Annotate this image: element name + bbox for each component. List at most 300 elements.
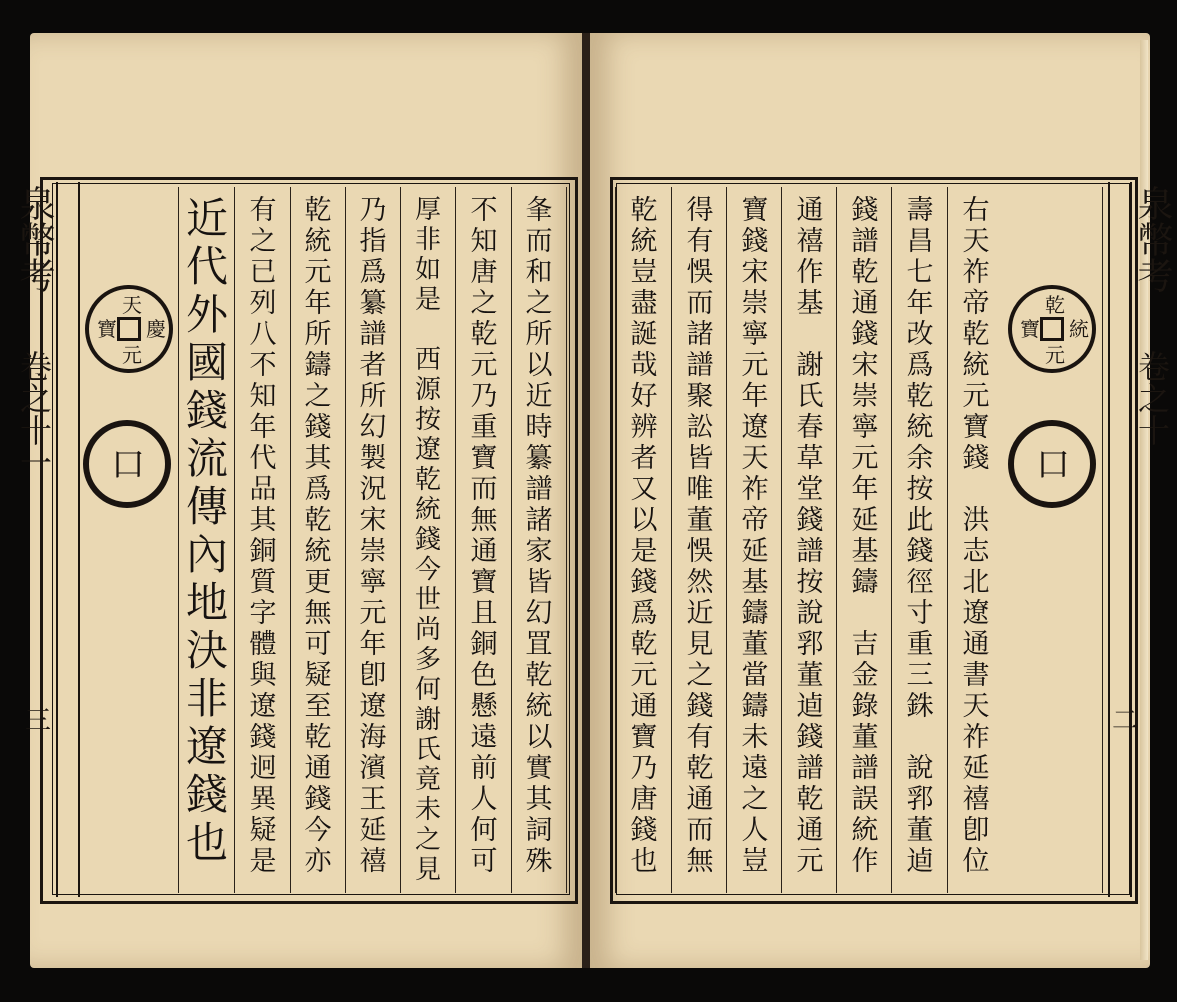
glyph: 禧 xyxy=(962,784,990,815)
left-text-column xyxy=(239,195,287,895)
right-text-column xyxy=(896,195,944,895)
glyph: 寶 xyxy=(470,443,498,474)
glyph: 統 xyxy=(304,226,332,257)
glyph: 盡 xyxy=(630,288,658,319)
glyph: 鑄 xyxy=(851,567,879,598)
glyph: 有 xyxy=(686,226,714,257)
glyph: 乾 xyxy=(630,195,658,226)
glyph: 遼 xyxy=(249,691,277,722)
glyph: 代 xyxy=(249,443,277,474)
glyph: 錢 xyxy=(185,770,228,819)
glyph: 異 xyxy=(249,784,277,815)
coin-square-hole xyxy=(117,317,141,341)
glyph: 乾 xyxy=(525,660,553,691)
glyph: 說 xyxy=(906,753,934,784)
right-margin-volume: 卷之十 xyxy=(1133,350,1171,446)
left-column-rule xyxy=(234,187,235,893)
glyph: 西 xyxy=(414,345,441,375)
right-column-rule xyxy=(947,187,948,893)
glyph: 卽 xyxy=(962,815,990,846)
right-column-rule xyxy=(615,187,616,893)
right-text-column xyxy=(676,195,724,895)
glyph: 北 xyxy=(962,567,990,598)
glyph: 製 xyxy=(359,443,387,474)
glyph: 世 xyxy=(414,585,441,615)
glyph: 乾 xyxy=(304,195,332,226)
glyph: 字 xyxy=(249,598,277,629)
glyph: 延 xyxy=(851,505,879,536)
glyph: 乾 xyxy=(630,629,658,660)
right-text-column xyxy=(620,195,668,895)
glyph: 源 xyxy=(414,375,441,405)
glyph: 人 xyxy=(470,784,498,815)
glyph: 統 xyxy=(851,815,879,846)
glyph: 內 xyxy=(185,530,228,579)
glyph: 家 xyxy=(525,536,553,567)
glyph: 氏 xyxy=(414,735,441,765)
right-column-rule xyxy=(671,187,672,893)
glyph: 唯 xyxy=(686,474,714,505)
right-margin-strip xyxy=(1108,182,1132,897)
glyph: 錢 xyxy=(906,536,934,567)
glyph: 乾 xyxy=(304,722,332,753)
glyph: 宋 xyxy=(851,350,879,381)
coin-char-top: 天 xyxy=(122,293,142,317)
glyph: 金 xyxy=(851,660,879,691)
glyph: 尚 xyxy=(414,615,441,645)
glyph: 豈 xyxy=(741,846,769,877)
glyph: 非 xyxy=(414,225,441,255)
glyph: 昌 xyxy=(906,226,934,257)
glyph: 基 xyxy=(796,288,824,319)
glyph: 之 xyxy=(414,825,441,855)
glyph: 統 xyxy=(304,536,332,567)
glyph: 代 xyxy=(185,242,228,291)
glyph: 統 xyxy=(630,226,658,257)
glyph: 崇 xyxy=(741,288,769,319)
glyph: 地 xyxy=(185,578,228,627)
glyph: 辨 xyxy=(630,412,658,443)
left-column-rule xyxy=(290,187,291,893)
glyph: 何 xyxy=(470,815,498,846)
glyph: 纂 xyxy=(359,288,387,319)
glyph: 三 xyxy=(906,660,934,691)
glyph: 濱 xyxy=(359,753,387,784)
left-margin-strip xyxy=(56,182,80,897)
glyph: 元 xyxy=(796,846,824,877)
glyph: 遼 xyxy=(359,691,387,722)
glyph: 也 xyxy=(185,818,228,867)
glyph: 與 xyxy=(249,660,277,691)
glyph: 遼 xyxy=(414,435,441,465)
glyph: 此 xyxy=(906,505,934,536)
glyph: 已 xyxy=(249,257,277,288)
glyph: 乾 xyxy=(304,505,332,536)
glyph: 錢 xyxy=(414,525,441,555)
right-text-column xyxy=(786,195,834,895)
glyph: 年 xyxy=(249,412,277,443)
right-text-column xyxy=(731,195,779,895)
glyph: 寸 xyxy=(906,598,934,629)
glyph: 唐 xyxy=(470,257,498,288)
glyph: 統 xyxy=(962,350,990,381)
glyph: 之 xyxy=(686,660,714,691)
glyph: 且 xyxy=(470,598,498,629)
glyph: 崇 xyxy=(851,381,879,412)
glyph: 元 xyxy=(359,598,387,629)
glyph: 不 xyxy=(249,350,277,381)
glyph: 懸 xyxy=(470,691,498,722)
glyph: 通 xyxy=(851,288,879,319)
left-column-rule xyxy=(400,187,401,893)
glyph: 未 xyxy=(741,722,769,753)
glyph: 殊 xyxy=(525,846,553,877)
glyph: 和 xyxy=(525,257,553,288)
glyph: 統 xyxy=(414,495,441,525)
glyph: 延 xyxy=(741,536,769,567)
glyph: 銖 xyxy=(906,691,934,722)
glyph: 知 xyxy=(249,381,277,412)
glyph: 錢 xyxy=(249,722,277,753)
glyph: 錄 xyxy=(851,691,879,722)
glyph: 通 xyxy=(796,195,824,226)
glyph: 草 xyxy=(796,443,824,474)
glyph: 董 xyxy=(906,815,934,846)
glyph: 祚 xyxy=(962,722,990,753)
glyph: 徑 xyxy=(906,567,934,598)
glyph: 譜 xyxy=(851,753,879,784)
glyph: 無 xyxy=(304,598,332,629)
glyph: 見 xyxy=(686,629,714,660)
glyph: 錢 xyxy=(796,505,824,536)
glyph: 近 xyxy=(525,381,553,412)
glyph: 然 xyxy=(686,567,714,598)
glyph: 悞 xyxy=(686,257,714,288)
glyph: 宋 xyxy=(741,257,769,288)
glyph: 之 xyxy=(470,288,498,319)
glyph: 爲 xyxy=(359,257,387,288)
glyph: 元 xyxy=(851,443,879,474)
left-column-rule xyxy=(511,187,512,893)
glyph: 重 xyxy=(470,412,498,443)
glyph: 錢 xyxy=(304,412,332,443)
glyph: 無 xyxy=(686,846,714,877)
glyph: 通 xyxy=(686,784,714,815)
glyph: 氏 xyxy=(796,381,824,412)
glyph: 又 xyxy=(630,474,658,505)
glyph: 天 xyxy=(962,226,990,257)
glyph: 寶 xyxy=(741,195,769,226)
glyph: 錢 xyxy=(796,722,824,753)
glyph: 見 xyxy=(414,855,441,885)
glyph: 諸 xyxy=(525,505,553,536)
glyph: 春 xyxy=(796,412,824,443)
glyph: 乾 xyxy=(851,257,879,288)
glyph: 乾 xyxy=(414,465,441,495)
glyph: 所 xyxy=(525,319,553,350)
glyph: 竟 xyxy=(414,765,441,795)
glyph: 郛 xyxy=(906,784,934,815)
left-column-rule xyxy=(345,187,346,893)
glyph: 諸 xyxy=(686,319,714,350)
glyph: 元 xyxy=(741,350,769,381)
glyph: 色 xyxy=(470,660,498,691)
left-text-column xyxy=(404,195,452,895)
glyph: 年 xyxy=(851,474,879,505)
right-text-column xyxy=(952,195,1000,895)
book-gutter xyxy=(582,33,590,968)
glyph: 無 xyxy=(470,505,498,536)
left-folio: 三 xyxy=(25,706,52,736)
glyph: 寧 xyxy=(359,567,387,598)
glyph: 堂 xyxy=(796,474,824,505)
glyph: 可 xyxy=(470,846,498,877)
glyph: 爲 xyxy=(906,350,934,381)
left-column-rule xyxy=(455,187,456,893)
glyph: 譜 xyxy=(851,226,879,257)
glyph: 也 xyxy=(630,846,658,877)
glyph: 何 xyxy=(414,675,441,705)
glyph: 誤 xyxy=(851,784,879,815)
glyph: 當 xyxy=(741,660,769,691)
glyph: 前 xyxy=(470,753,498,784)
glyph: 所 xyxy=(359,381,387,412)
glyph: 通 xyxy=(470,536,498,567)
glyph: 董 xyxy=(796,660,824,691)
glyph: 統 xyxy=(906,412,934,443)
glyph: 近 xyxy=(185,194,228,243)
glyph: 實 xyxy=(525,753,553,784)
glyph: 元 xyxy=(470,350,498,381)
glyph: 皆 xyxy=(525,567,553,598)
left-text-column xyxy=(349,195,397,895)
glyph: 董 xyxy=(686,505,714,536)
glyph: 疑 xyxy=(249,815,277,846)
glyph: 列 xyxy=(249,288,277,319)
glyph: 得 xyxy=(686,195,714,226)
right-margin-title: 泉幣考 xyxy=(1132,185,1173,293)
coin-tianqing-obverse xyxy=(85,285,173,373)
glyph: 乃 xyxy=(470,381,498,412)
glyph: 錢 xyxy=(851,195,879,226)
glyph: 之 xyxy=(741,784,769,815)
glyph: 至 xyxy=(304,691,332,722)
glyph: 遼 xyxy=(185,722,228,771)
left-text-column xyxy=(294,195,342,895)
glyph: 錢 xyxy=(304,784,332,815)
glyph: 遼 xyxy=(741,412,769,443)
glyph: 逌 xyxy=(906,846,934,877)
glyph: 多 xyxy=(414,645,441,675)
glyph: 鑄 xyxy=(304,350,332,381)
glyph: 宋 xyxy=(359,505,387,536)
glyph: 哉 xyxy=(630,350,658,381)
glyph: 說 xyxy=(796,598,824,629)
coin-qiantong-reverse xyxy=(1008,420,1096,508)
glyph: 重 xyxy=(906,629,934,660)
glyph: 以 xyxy=(525,350,553,381)
right-column-rule xyxy=(836,187,837,893)
glyph: 基 xyxy=(851,536,879,567)
glyph: 是 xyxy=(630,536,658,567)
glyph: 況 xyxy=(359,474,387,505)
glyph: 鑄 xyxy=(741,691,769,722)
glyph: 崇 xyxy=(359,536,387,567)
glyph: 其 xyxy=(249,505,277,536)
glyph: 遠 xyxy=(470,722,498,753)
glyph: 元 xyxy=(304,257,332,288)
glyph: 年 xyxy=(906,288,934,319)
glyph: 通 xyxy=(962,629,990,660)
glyph: 錢 xyxy=(686,691,714,722)
glyph: 幻 xyxy=(525,598,553,629)
left-margin-title: 泉幣考 xyxy=(14,185,55,293)
glyph: 時 xyxy=(525,412,553,443)
coin-char-right: 統 xyxy=(1069,317,1089,341)
glyph: 錢 xyxy=(851,319,879,350)
glyph: 而 xyxy=(686,288,714,319)
right-column-rule xyxy=(891,187,892,893)
glyph: 錢 xyxy=(185,386,228,435)
glyph: 乾 xyxy=(796,784,824,815)
glyph: 年 xyxy=(304,288,332,319)
glyph: 乃 xyxy=(359,195,387,226)
glyph: 之 xyxy=(525,288,553,319)
left-margin-volume: 卷之十一 xyxy=(15,350,53,478)
glyph: 近 xyxy=(686,598,714,629)
glyph: 壽 xyxy=(906,195,934,226)
glyph: 海 xyxy=(359,722,387,753)
coin-reverse-char: 口 xyxy=(1036,445,1070,485)
glyph: 位 xyxy=(962,846,990,877)
right-column-rule xyxy=(1102,187,1103,893)
glyph: 不 xyxy=(470,195,498,226)
glyph xyxy=(786,319,834,350)
glyph: 皆 xyxy=(686,443,714,474)
glyph: 年 xyxy=(741,381,769,412)
coin-char-bottom: 元 xyxy=(1045,343,1065,367)
glyph: 之 xyxy=(304,381,332,412)
glyph: 夆 xyxy=(525,195,553,226)
glyph: 可 xyxy=(304,629,332,660)
glyph: 流 xyxy=(185,434,228,483)
glyph: 今 xyxy=(414,555,441,585)
glyph: 其 xyxy=(304,443,332,474)
coin-reverse-char: 口 xyxy=(111,445,145,485)
glyph: 帝 xyxy=(741,505,769,536)
glyph: 好 xyxy=(630,381,658,412)
glyph: 銅 xyxy=(249,536,277,567)
glyph xyxy=(952,474,1000,505)
coin-char-left: 寶 xyxy=(1020,317,1040,341)
left-text-column xyxy=(460,195,508,895)
glyph: 其 xyxy=(525,784,553,815)
glyph: 鑄 xyxy=(741,598,769,629)
glyph: 錢 xyxy=(962,443,990,474)
glyph: 元 xyxy=(630,660,658,691)
coin-char-bottom: 元 xyxy=(122,343,142,367)
glyph: 是 xyxy=(249,846,277,877)
glyph: 通 xyxy=(796,815,824,846)
glyph: 今 xyxy=(304,815,332,846)
glyph xyxy=(841,598,889,629)
glyph: 祚 xyxy=(962,257,990,288)
left-text-column xyxy=(183,195,231,895)
glyph: 傳 xyxy=(185,482,228,531)
glyph: 有 xyxy=(686,722,714,753)
glyph: 年 xyxy=(359,629,387,660)
glyph: 纂 xyxy=(525,443,553,474)
glyph: 作 xyxy=(851,846,879,877)
glyph: 七 xyxy=(906,257,934,288)
glyph: 譜 xyxy=(686,350,714,381)
glyph: 乾 xyxy=(470,319,498,350)
glyph: 厚 xyxy=(414,195,441,225)
glyph: 唐 xyxy=(630,784,658,815)
glyph: 乾 xyxy=(962,319,990,350)
glyph: 品 xyxy=(249,474,277,505)
glyph: 譜 xyxy=(525,474,553,505)
glyph: 寧 xyxy=(851,412,879,443)
glyph: 郛 xyxy=(796,629,824,660)
glyph: 更 xyxy=(304,567,332,598)
glyph: 乃 xyxy=(630,753,658,784)
glyph: 罝 xyxy=(525,629,553,660)
glyph: 亦 xyxy=(304,846,332,877)
glyph: 寶 xyxy=(470,567,498,598)
glyph: 訟 xyxy=(686,412,714,443)
glyph: 錢 xyxy=(741,226,769,257)
right-column-rule xyxy=(726,187,727,893)
glyph: 按 xyxy=(414,405,441,435)
glyph: 者 xyxy=(359,350,387,381)
glyph: 天 xyxy=(741,443,769,474)
glyph: 決 xyxy=(185,626,228,675)
glyph: 外 xyxy=(185,290,228,339)
glyph: 寶 xyxy=(962,412,990,443)
glyph: 體 xyxy=(249,629,277,660)
glyph: 譜 xyxy=(796,536,824,567)
glyph: 按 xyxy=(796,567,824,598)
right-text-column xyxy=(841,195,889,895)
glyph: 銅 xyxy=(470,629,498,660)
glyph: 遠 xyxy=(741,753,769,784)
glyph: 志 xyxy=(962,536,990,567)
glyph: 謝 xyxy=(414,705,441,735)
coin-char-left: 寶 xyxy=(97,317,117,341)
coin-char-top: 乾 xyxy=(1045,293,1065,317)
page-edge xyxy=(1140,40,1148,960)
glyph: 董 xyxy=(741,629,769,660)
glyph: 錢 xyxy=(630,815,658,846)
glyph: 祚 xyxy=(741,474,769,505)
glyph: 帝 xyxy=(962,288,990,319)
glyph: 洪 xyxy=(962,505,990,536)
glyph: 而 xyxy=(686,815,714,846)
coin-square-hole xyxy=(1040,317,1064,341)
glyph: 如 xyxy=(414,255,441,285)
glyph: 禧 xyxy=(359,846,387,877)
glyph: 疑 xyxy=(304,660,332,691)
glyph: 以 xyxy=(525,722,553,753)
glyph: 之 xyxy=(249,226,277,257)
glyph: 質 xyxy=(249,567,277,598)
glyph: 逌 xyxy=(796,691,824,722)
glyph xyxy=(896,722,944,753)
left-column-rule xyxy=(178,187,179,893)
glyph: 悞 xyxy=(686,536,714,567)
glyph: 書 xyxy=(962,660,990,691)
